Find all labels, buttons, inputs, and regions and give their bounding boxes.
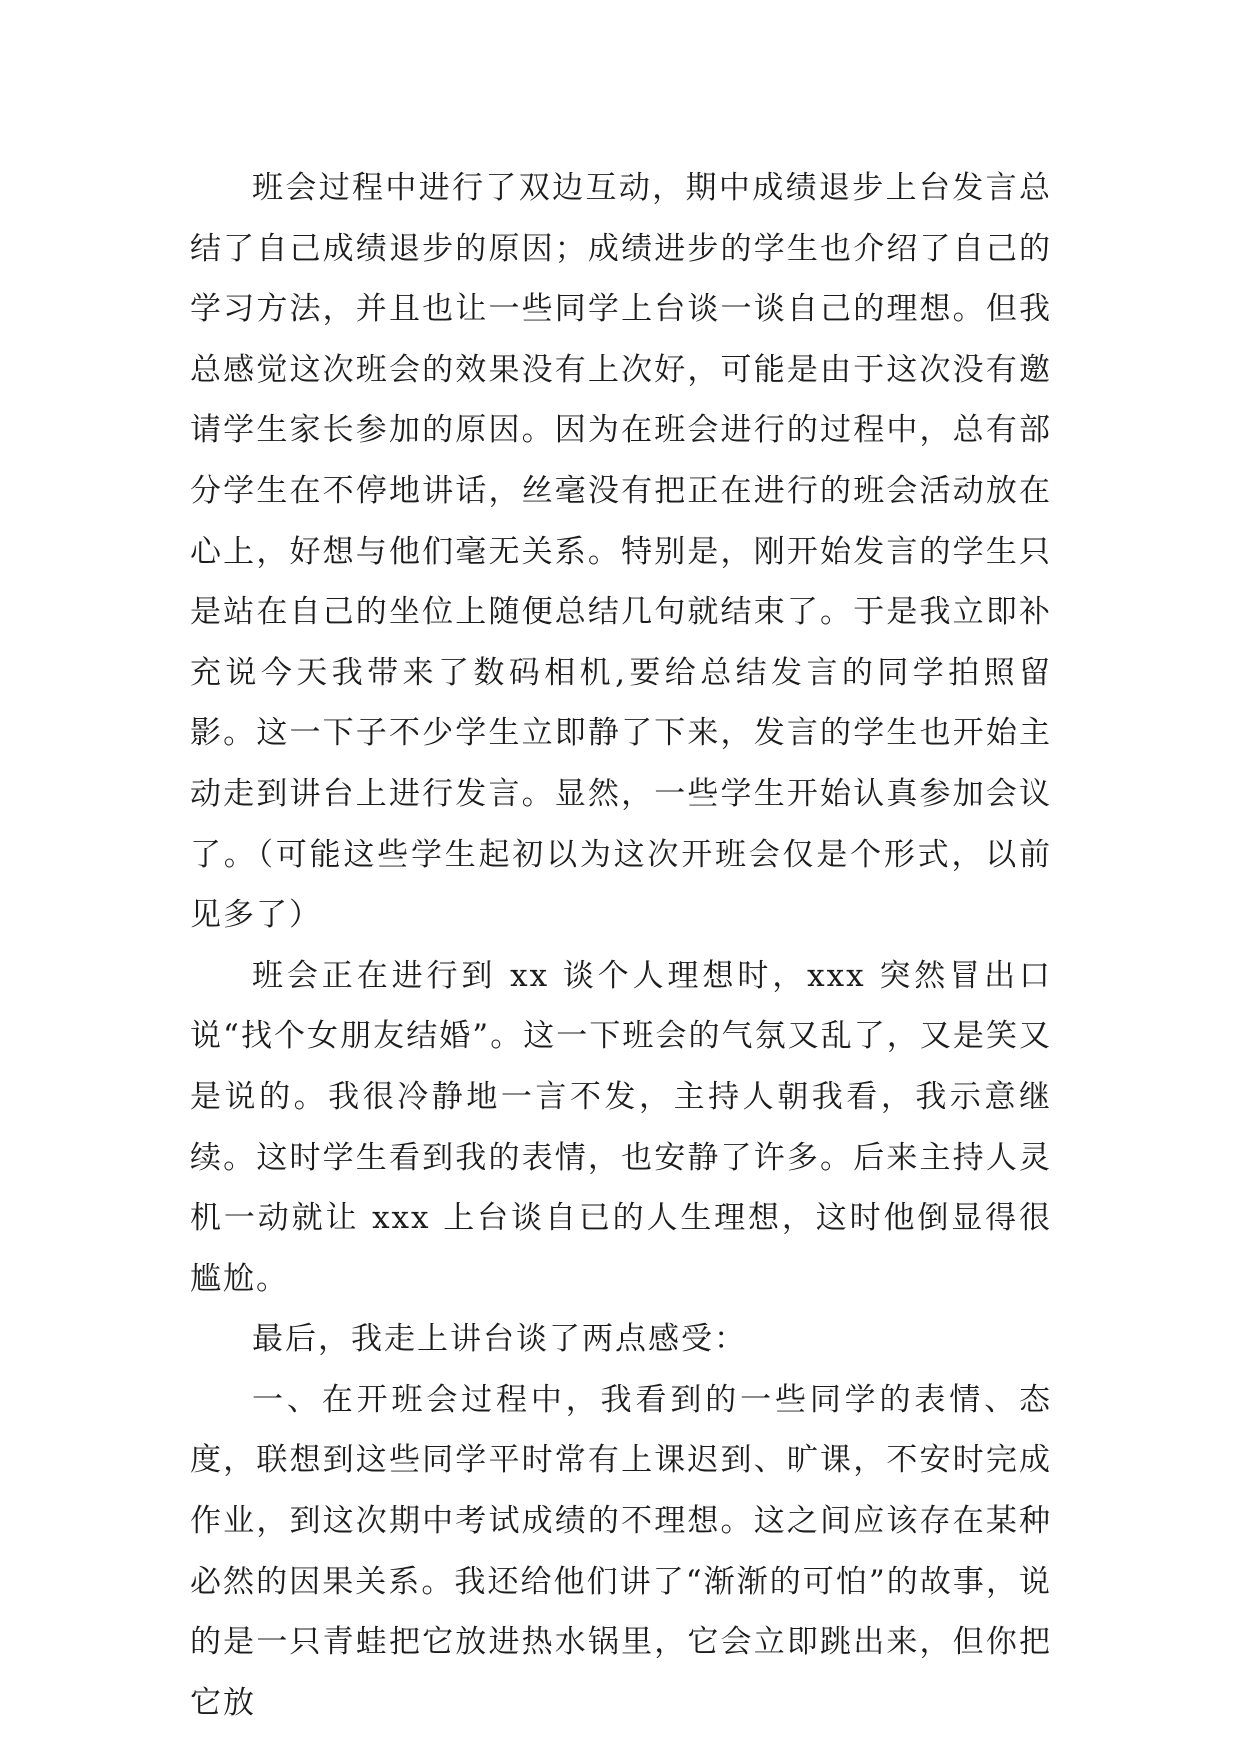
document-body [190,158,1052,1733]
paragraph-final-remarks-intro: 最后，我走上讲台谈了两点感受： [252,1321,747,1358]
paragraph-first-feeling: 一、在开班会过程中，我看到的一些同学的表情、态度，联想到这些同学平时常有上课迟到、旷课，不安时完成作业，到这次期中考试成绩的不理想。这之间应该存在某种必然的因果关系。我还给他们讲了“渐渐的可怕”的故事，说的是一只青蛙把它放进热水锅里，它会立即跳出来，但你把它放 [190,1381,1052,1721]
paragraph-personal-ideals: 班会正在进行到 xx 谈个人理想时，xxx 突然冒出口说“找个女朋友结婚”。这一下班会的气氛又乱了，又是笑又是说的。我很冷静地一言不发，主持人朝我看，我示意继续。这时学生看到我的表情，也安静了许多。后来主持人灵机一动就让 xxx 上台谈自已的人生理想，这时他倒显得很尴尬。 [190,957,1052,1297]
paragraph-class-meeting-interaction: 班会过程中进行了双边互动，期中成绩退步上台发言总结了自己成绩退步的原因；成绩进步的学生也介绍了自己的学习方法，并且也让一些同学上台谈一谈自己的理想。但我总感觉这次班会的效果没有上次好，可能是由于这次没有邀请学生家长参加的原因。因为在班会进行的过程中，总有部分学生在不停地讲话，丝毫没有把正在进行的班会活动放在心上，好想与他们毫无关系。特别是，刚开始发言的学生只是站在自己的坐位上随便总结几句就结束了。于是我立即补充说今天我带来了数码相机,要给总结发言的同学拍照留影。这一下子不少学生立即静了下来，发言的学生也开始主动走到讲台上进行发言。显然，一些学生开始认真参加会议了。（可能这些学生起初以为这次开班会仅是个形式，以前见多了） [190,170,1052,934]
